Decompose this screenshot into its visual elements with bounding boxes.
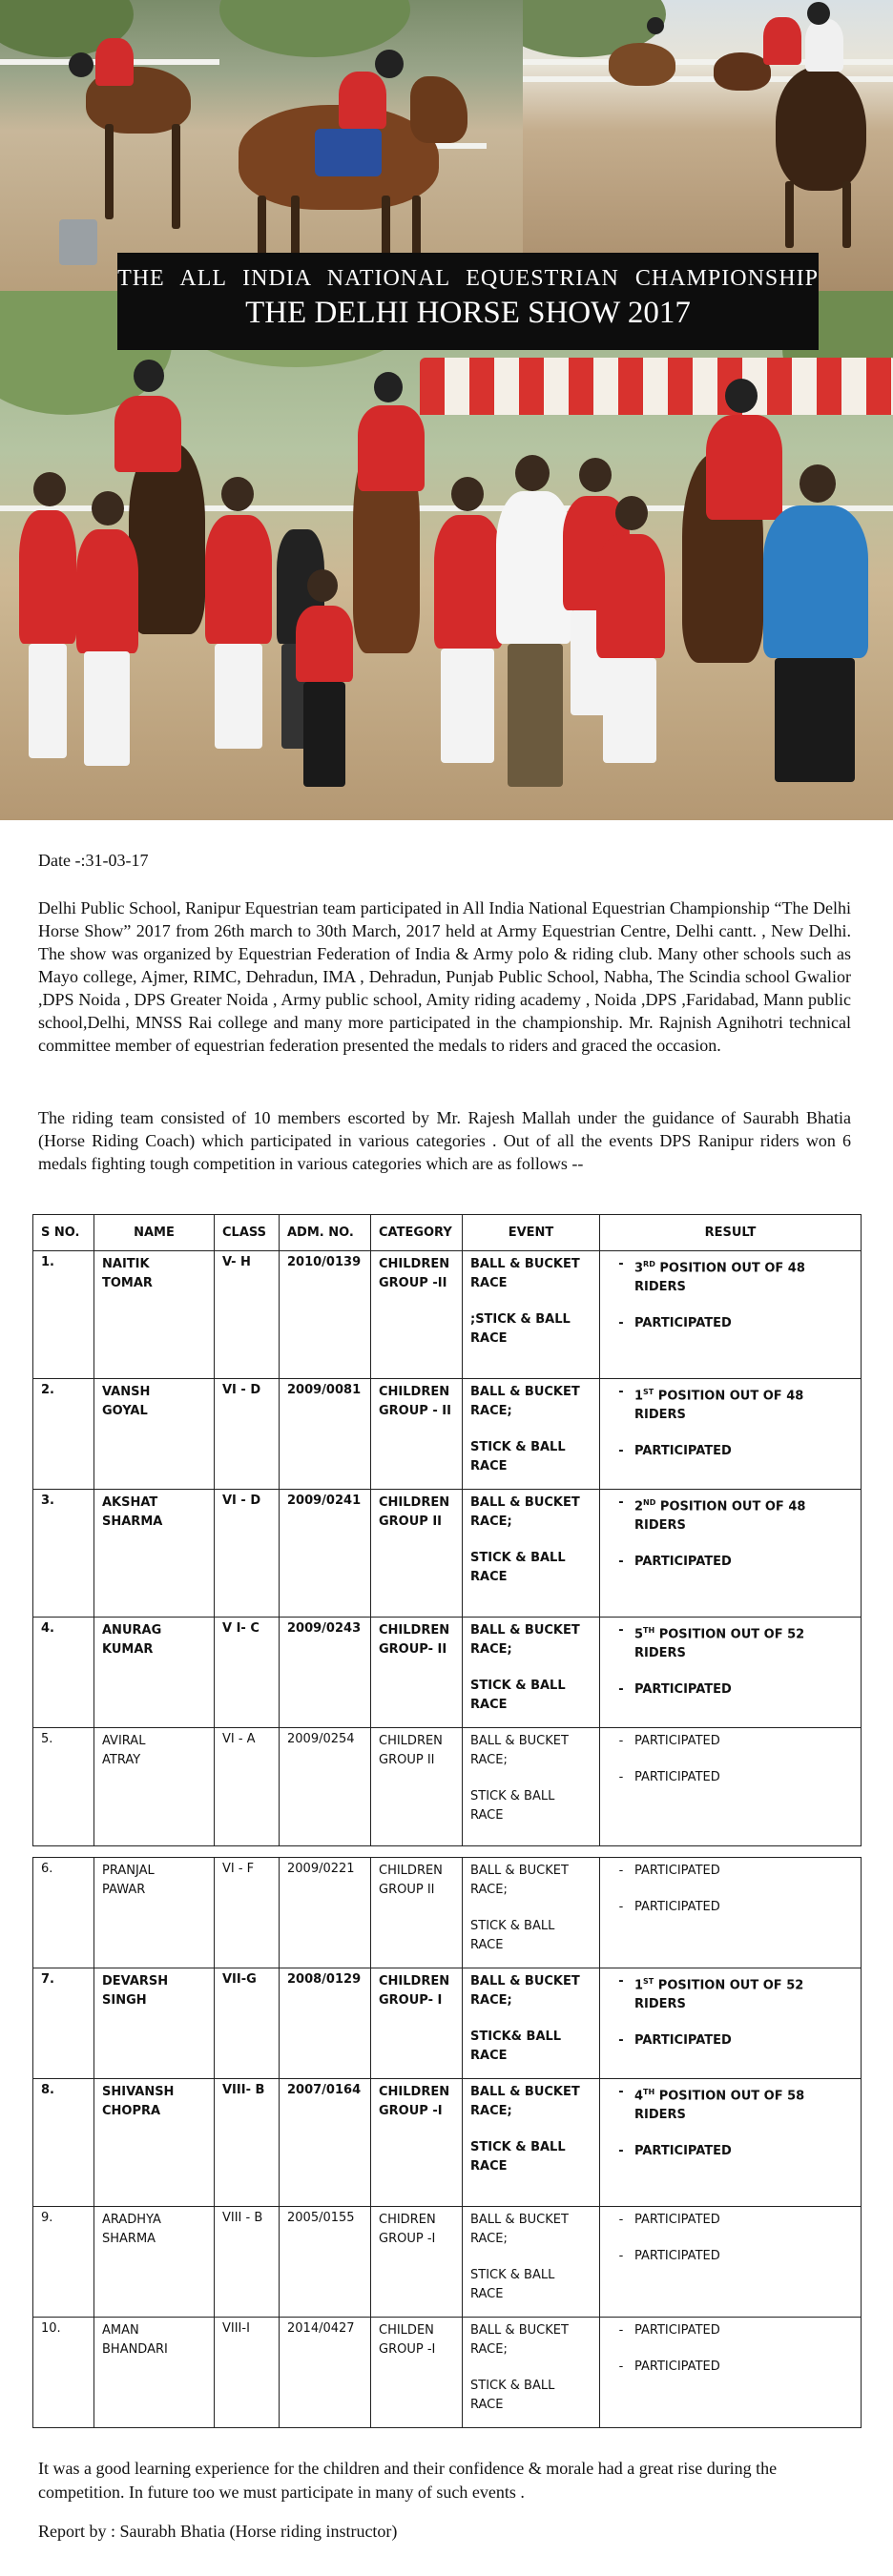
photo-team-group	[0, 291, 893, 820]
cell-result: - 3RD POSITION OUT OF 48 RIDERS - PARTICIPATED	[600, 1251, 862, 1379]
header-category: CATEGORY	[371, 1215, 463, 1251]
cell-category: CHILDEN GROUP -I	[371, 2318, 463, 2428]
result-primary: 2ND POSITION OUT OF 48 RIDERS	[634, 1498, 806, 1534]
cell-event: BALL & BUCKET RACE ;STICK & BALL RACE	[463, 1251, 600, 1379]
table-row	[33, 1858, 862, 1968]
cell-sno: 2.	[33, 1379, 94, 1490]
result-primary: PARTICIPATED	[634, 2323, 720, 2338]
result-secondary: PARTICIPATED	[634, 1316, 732, 1331]
cell-name: NAITIK TOMAR	[94, 1251, 215, 1379]
cell-category: CHILDREN GROUP - II	[371, 1379, 463, 1490]
cell-name: PRANJAL PAWAR	[94, 1858, 215, 1968]
cell-sno: 10.	[33, 2318, 94, 2428]
header-class: CLASS	[215, 1215, 280, 1251]
header-result: RESULT	[600, 1215, 862, 1251]
cell-sno: 9.	[33, 2207, 94, 2318]
cell-category: CHILDREN GROUP- II	[371, 1618, 463, 1728]
cell-adm: 2008/0129	[280, 1968, 371, 2079]
result-secondary: PARTICIPATED	[634, 1682, 732, 1698]
cell-event: BALL & BUCKET RACE; STICK & BALL RACE	[463, 1490, 600, 1618]
cell-event: BALL & BUCKET RACE; STICK & BALL RACE	[463, 1618, 600, 1728]
cell-name: DEVARSH SINGH	[94, 1968, 215, 2079]
cell-adm: 2009/0254	[280, 1728, 371, 1846]
cell-adm: 2009/0241	[280, 1490, 371, 1618]
cell-category: CHIDREN GROUP -I	[371, 2207, 463, 2318]
cell-class: VIII - B	[215, 2207, 280, 2318]
cell-adm: 2009/0221	[280, 1858, 371, 1968]
cell-adm: 2014/0427	[280, 2318, 371, 2428]
cell-sno: 3.	[33, 1490, 94, 1618]
cell-category: CHILDREN GROUP II	[371, 1728, 463, 1846]
cell-result: - 2ND POSITION OUT OF 48 RIDERS - PARTICIPATED	[600, 1490, 862, 1618]
header-adm: ADM. NO.	[280, 1215, 371, 1251]
cell-class: V- H	[215, 1251, 280, 1379]
cell-sno: 1.	[33, 1251, 94, 1379]
cell-name: AVIRAL ATRAY	[94, 1728, 215, 1846]
cell-adm: 2009/0081	[280, 1379, 371, 1490]
cell-sno: 5.	[33, 1728, 94, 1846]
cell-sno: 6.	[33, 1858, 94, 1968]
cell-result: - 4TH POSITION OUT OF 58 RIDERS - PARTICIPATED	[600, 2079, 862, 2207]
title-banner	[117, 253, 819, 350]
cell-event: BALL & BUCKET RACE; STICK& BALL RACE	[463, 1968, 600, 2079]
cell-category: CHILDREN GROUP II	[371, 1490, 463, 1618]
result-primary: 1ST POSITION OUT OF 48 RIDERS	[634, 1388, 804, 1423]
table-row	[33, 1618, 862, 1728]
result-primary: 4TH POSITION OUT OF 58 RIDERS	[634, 2088, 805, 2123]
cell-category: CHILDREN GROUP -I	[371, 2079, 463, 2207]
cell-event: BALL & BUCKET RACE; STICK & BALL RACE	[463, 1728, 600, 1846]
cell-name: VANSH GOYAL	[94, 1379, 215, 1490]
cell-result: - 5TH POSITION OUT OF 52 RIDERS - PARTICIPATED	[600, 1618, 862, 1728]
cell-result: - PARTICIPATED - PARTICIPATED	[600, 1728, 862, 1846]
result-secondary: PARTICIPATED	[634, 2033, 732, 2049]
cell-name: ARADHYA SHARMA	[94, 2207, 215, 2318]
cell-category: CHILDREN GROUP- I	[371, 1968, 463, 2079]
result-secondary: PARTICIPATED	[634, 2249, 720, 2263]
cell-class: V I- C	[215, 1618, 280, 1728]
cell-class: VI - D	[215, 1379, 280, 1490]
cell-result: - PARTICIPATED - PARTICIPATED	[600, 2207, 862, 2318]
table-row	[33, 1728, 862, 1846]
cell-class: VIII- B	[215, 2079, 280, 2207]
result-secondary: PARTICIPATED	[634, 2360, 720, 2374]
banner-title-line2: THE DELHI HORSE SHOW 2017	[245, 296, 691, 330]
table-row	[33, 2318, 862, 2428]
report-date: Date -:31-03-17	[38, 851, 149, 870]
cell-name: AMAN BHANDARI	[94, 2318, 215, 2428]
cell-result: - 1ST POSITION OUT OF 52 RIDERS - PARTICIPATED	[600, 1968, 862, 2079]
result-primary: PARTICIPATED	[634, 2213, 720, 2227]
result-primary: 5TH POSITION OUT OF 52 RIDERS	[634, 1626, 805, 1661]
result-primary: 1ST POSITION OUT OF 52 RIDERS	[634, 1977, 804, 2012]
table-row	[33, 1379, 862, 1490]
result-primary: PARTICIPATED	[634, 1734, 720, 1748]
photo-riders-arena	[0, 0, 523, 291]
cell-result: - PARTICIPATED - PARTICIPATED	[600, 2318, 862, 2428]
cell-class: VI - A	[215, 1728, 280, 1846]
cell-category: CHILDREN GROUP II	[371, 1858, 463, 1968]
banner-title-line1: THE ALL INDIA NATIONAL EQUESTRIAN CHAMPIONSHIP	[117, 266, 819, 291]
cell-class: VI - F	[215, 1858, 280, 1968]
result-secondary: PARTICIPATED	[634, 1900, 720, 1914]
cell-adm: 2007/0164	[280, 2079, 371, 2207]
cell-class: VIII-I	[215, 2318, 280, 2428]
table-row	[33, 1251, 862, 1379]
cell-adm: 2010/0139	[280, 1251, 371, 1379]
result-primary: PARTICIPATED	[634, 1864, 720, 1878]
intro-paragraph: Delhi Public School, Ranipur Equestrian team participated in All India National Equestrian Championship “The Delhi Horse Show” 2017 from 26th march to 30th March, 2017 held at Army Equestrian Centre, Delhi cantt. , New Delhi. The show was organized by Equestrian Federation of India & Army polo & riding club. Many other schools such as Mayo college, Ajmer, RIMC, Dehradun, IMA , Dehradun, Punjab Public School, Nabha, The Scindia school Gwalior ,DPS Noida , DPS Greater Noida , Army public school, Amity riding academy , Noida ,DPS ,Faridabad, Mann public school,Delhi, MNSS Rai college and many more participated in the championship. Mr. Rajnish Agnihotri technical committee member of equestrian federation presented the medals to riders and graced the occasion.	[38, 898, 851, 1055]
header-name: NAME	[94, 1215, 215, 1251]
table-header-row	[33, 1215, 862, 1251]
header-sno: S NO.	[33, 1215, 94, 1251]
cell-name: ANURAG KUMAR	[94, 1618, 215, 1728]
cell-event: BALL & BUCKET RACE; STICK & BALL RACE	[463, 1858, 600, 1968]
cell-adm: 2009/0243	[280, 1618, 371, 1728]
cell-class: VI - D	[215, 1490, 280, 1618]
team-paragraph: The riding team consisted of 10 members escorted by Mr. Rajesh Mallah under the guidance of Saurabh Bhatia (Horse Riding Coach) which participated in various categories . Out of all the events DPS Ranipur riders won 6 medals fighting tough competition in various categories which are as follows --	[38, 1108, 851, 1173]
table-row	[33, 1490, 862, 1618]
photo-two-riders	[523, 0, 893, 291]
cell-result: - 1ST POSITION OUT OF 48 RIDERS - PARTICIPATED	[600, 1379, 862, 1490]
cell-result: - PARTICIPATED - PARTICIPATED	[600, 1858, 862, 1968]
cell-name: SHIVANSH CHOPRA	[94, 2079, 215, 2207]
cell-category: CHILDREN GROUP -II	[371, 1251, 463, 1379]
header-event: EVENT	[463, 1215, 600, 1251]
cell-sno: 7.	[33, 1968, 94, 2079]
cell-event: BALL & BUCKET RACE; STICK & BALL RACE	[463, 2318, 600, 2428]
result-primary: 3RD POSITION OUT OF 48 RIDERS	[634, 1260, 805, 1295]
results-table	[32, 1214, 862, 2428]
result-secondary: PARTICIPATED	[634, 2144, 732, 2159]
photo-collage	[0, 0, 893, 820]
table-row	[33, 2207, 862, 2318]
cell-name: AKSHAT SHARMA	[94, 1490, 215, 1618]
cell-sno: 4.	[33, 1618, 94, 1728]
cell-sno: 8.	[33, 2079, 94, 2207]
cell-class: VII-G	[215, 1968, 280, 2079]
table-row	[33, 1968, 862, 2079]
result-secondary: PARTICIPATED	[634, 1555, 732, 1570]
result-secondary: PARTICIPATED	[634, 1770, 720, 1784]
report-by: Report by : Saurabh Bhatia (Horse riding instructor)	[38, 2522, 398, 2541]
cell-adm: 2005/0155	[280, 2207, 371, 2318]
table-row	[33, 2079, 862, 2207]
cell-event: BALL & BUCKET RACE; STICK & BALL RACE	[463, 2079, 600, 2207]
result-secondary: PARTICIPATED	[634, 1444, 732, 1459]
cell-event: BALL & BUCKET RACE; STICK & BALL RACE	[463, 2207, 600, 2318]
closing-paragraph: It was a good learning experience for the children and their confidence & morale had a great rise during the competition. In future too we must participate in many of such events .	[38, 2459, 778, 2502]
cell-event: BALL & BUCKET RACE; STICK & BALL RACE	[463, 1379, 600, 1490]
